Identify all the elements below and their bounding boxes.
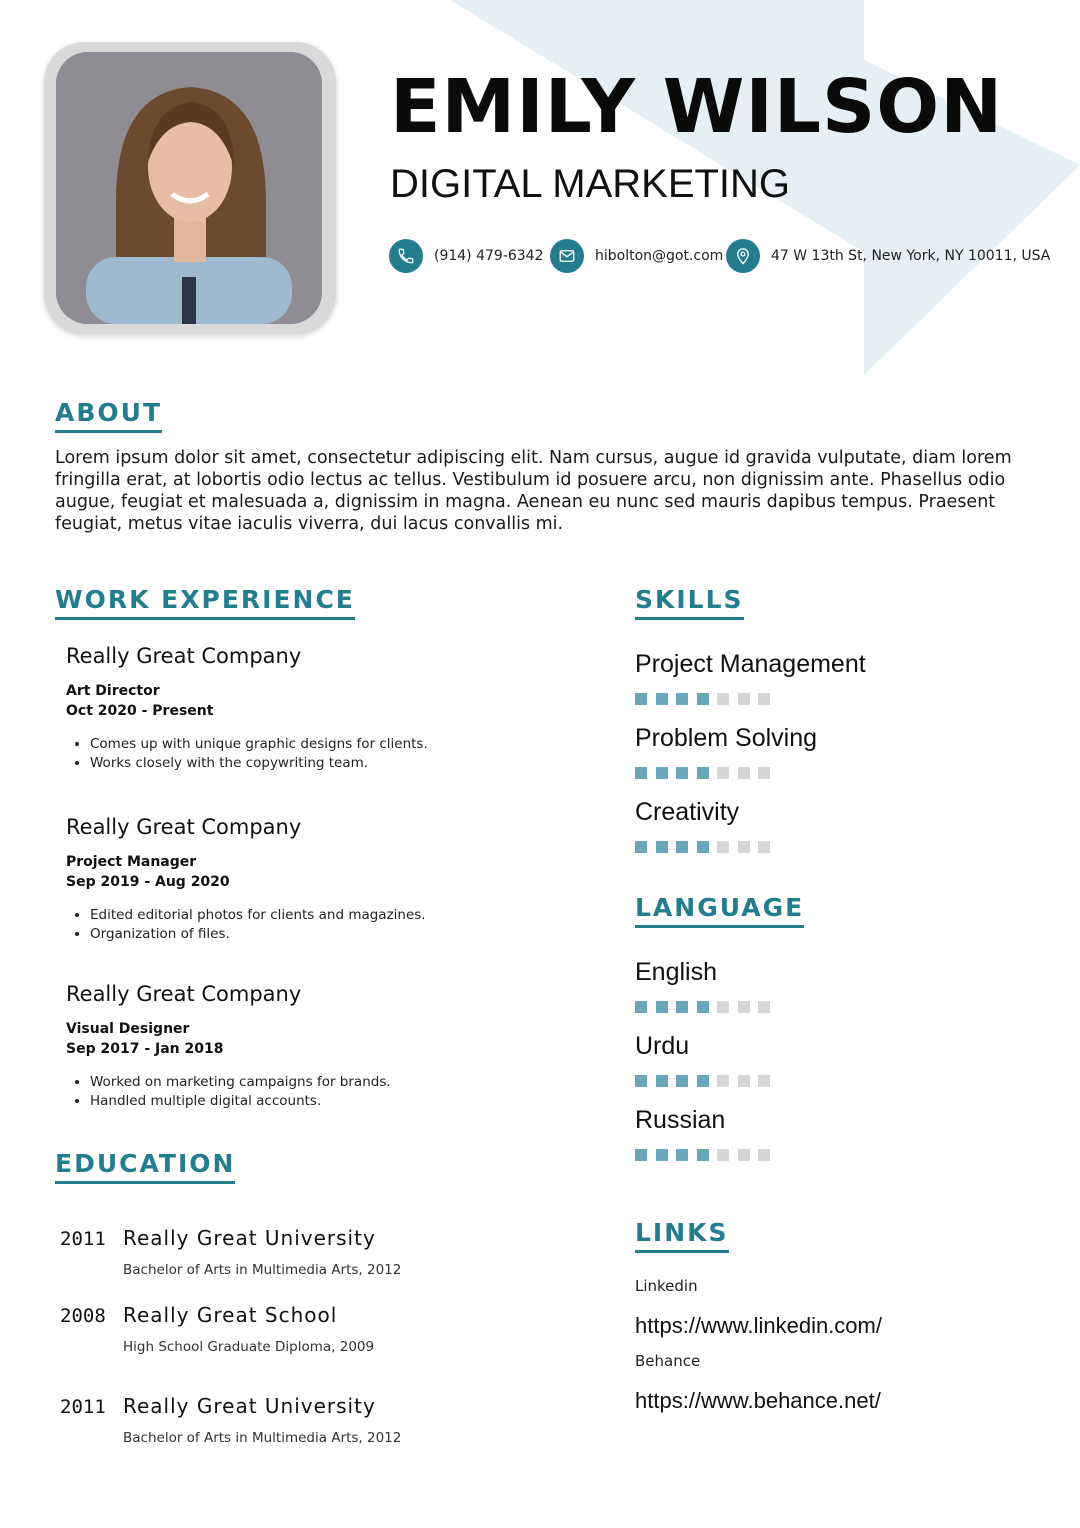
contact-phone[interactable]	[389, 238, 544, 274]
rating-dot-empty	[717, 841, 729, 853]
rating-dot-filled	[635, 767, 647, 779]
location-pin-icon	[726, 239, 760, 273]
skill-item	[635, 652, 1035, 705]
job-company: Really Great Company	[66, 815, 302, 839]
rating-dot-filled	[635, 1075, 647, 1087]
skill-rating	[635, 767, 1035, 779]
job-dates: Oct 2020 - Present	[66, 703, 214, 719]
rating-dot-empty	[758, 1075, 770, 1087]
rating-dot-filled	[676, 1149, 688, 1161]
education-school: Really Great School	[123, 1303, 338, 1327]
rating-dot-filled	[697, 1001, 709, 1013]
email-text: hibolton@got.com	[595, 248, 724, 264]
rating-dot-filled	[697, 1149, 709, 1161]
education-school: Really Great University	[123, 1226, 376, 1250]
contact-address[interactable]	[726, 238, 1050, 274]
language-item	[635, 1108, 1035, 1161]
job-company: Really Great Company	[66, 644, 302, 668]
skill-item	[635, 800, 1035, 853]
phone-icon	[389, 239, 423, 273]
job-title: Art Director	[66, 683, 160, 699]
rating-dot-filled	[676, 1075, 688, 1087]
rating-dot-filled	[635, 693, 647, 705]
job-bullets	[66, 735, 586, 773]
rating-dot-filled	[697, 693, 709, 705]
rating-dot-empty	[738, 767, 750, 779]
skill-name: Project Management	[635, 650, 866, 678]
skill-rating	[635, 841, 1035, 853]
education-degree: High School Graduate Diploma, 2009	[123, 1339, 375, 1355]
rating-dot-empty	[758, 693, 770, 705]
job-bullet: • Works closely with the copywriting team.	[90, 754, 586, 773]
rating-dot-empty	[738, 1075, 750, 1087]
language-heading: LANGUAGE	[635, 895, 804, 928]
link-url-linkedin[interactable]: https://www.linkedin.com/	[635, 1313, 882, 1338]
language-rating	[635, 1149, 1035, 1161]
skill-name: Creativity	[635, 798, 740, 826]
education-year: 2011	[60, 1396, 106, 1418]
rating-dot-empty	[758, 841, 770, 853]
rating-dot-filled	[656, 1001, 668, 1013]
rating-dot-filled	[676, 693, 688, 705]
education-year: 2008	[60, 1305, 106, 1327]
profile-photo	[56, 52, 322, 324]
rating-dot-filled	[656, 693, 668, 705]
language-item	[635, 1034, 1035, 1087]
rating-dot-filled	[697, 841, 709, 853]
rating-dot-filled	[676, 841, 688, 853]
rating-dot-filled	[656, 767, 668, 779]
email-icon	[550, 239, 584, 273]
rating-dot-filled	[676, 1001, 688, 1013]
rating-dot-empty	[717, 1149, 729, 1161]
language-item	[635, 960, 1035, 1013]
skills-heading: SKILLS	[635, 587, 744, 620]
rating-dot-filled	[635, 1001, 647, 1013]
job-entry	[66, 984, 586, 1111]
rating-dot-empty	[717, 693, 729, 705]
link-url-behance[interactable]: https://www.behance.net/	[635, 1388, 881, 1413]
job-dates: Sep 2019 - Aug 2020	[66, 874, 230, 890]
education-school: Really Great University	[123, 1394, 376, 1418]
language-rating	[635, 1001, 1035, 1013]
job-bullet: • Organization of files.	[90, 925, 586, 944]
job-title: Visual Designer	[66, 1021, 190, 1037]
rating-dot-filled	[635, 1149, 647, 1161]
rating-dot-empty	[758, 1149, 770, 1161]
job-bullet: • Comes up with unique graphic designs for clients.	[90, 735, 586, 754]
rating-dot-empty	[738, 1149, 750, 1161]
job-dates: Sep 2017 - Jan 2018	[66, 1041, 224, 1057]
about-text: Lorem ipsum dolor sit amet, consectetur adipiscing elit. Nam cursus, augue id gravida vulputate, diam lorem fringilla erat, at lobortis odio lectus ac tellus. Vestibulum id posuere arcu, non dignissim ante. Phasellus odio augue, feugiat et malesuada a, dignissim in magna. Aenean eu nunc sed mauris dapibus tempus. Praesent feugiat, metus vitae iaculis viverra, dui lacus convallis mi.	[55, 448, 1012, 534]
education-degree: Bachelor of Arts in Multimedia Arts, 2012	[123, 1430, 402, 1446]
phone-text: (914) 479-6342	[434, 248, 544, 264]
candidate-role: DIGITAL MARKETING	[390, 162, 791, 206]
language-rating	[635, 1075, 1035, 1087]
language-name: Russian	[635, 1106, 726, 1134]
rating-dot-empty	[758, 767, 770, 779]
profile-photo-frame	[44, 42, 336, 334]
skill-rating	[635, 693, 1035, 705]
link-label-behance: Behance	[635, 1352, 701, 1370]
job-bullets	[66, 1073, 586, 1111]
rating-dot-filled	[697, 767, 709, 779]
work-experience-heading: WORK EXPERIENCE	[55, 587, 355, 620]
education-degree: Bachelor of Arts in Multimedia Arts, 2012	[123, 1262, 402, 1278]
job-bullets	[66, 906, 586, 944]
rating-dot-empty	[717, 767, 729, 779]
rating-dot-empty	[738, 693, 750, 705]
rating-dot-filled	[635, 841, 647, 853]
job-company: Really Great Company	[66, 982, 302, 1006]
contact-email[interactable]	[550, 238, 723, 274]
rating-dot-filled	[656, 1149, 668, 1161]
rating-dot-empty	[738, 1001, 750, 1013]
job-entry	[66, 646, 586, 773]
rating-dot-empty	[758, 1001, 770, 1013]
candidate-name: EMILY WILSON	[390, 64, 1004, 150]
language-name: English	[635, 958, 717, 986]
job-title: Project Manager	[66, 854, 197, 870]
job-bullet: • Edited editorial photos for clients and magazines.	[90, 906, 586, 925]
rating-dot-empty	[738, 841, 750, 853]
rating-dot-filled	[656, 1075, 668, 1087]
skill-name: Problem Solving	[635, 724, 818, 752]
rating-dot-filled	[697, 1075, 709, 1087]
rating-dot-filled	[676, 767, 688, 779]
education-year: 2011	[60, 1228, 106, 1250]
rating-dot-empty	[717, 1075, 729, 1087]
skill-item	[635, 726, 1035, 779]
job-bullet: • Handled multiple digital accounts.	[90, 1092, 586, 1111]
rating-dot-empty	[717, 1001, 729, 1013]
about-heading: ABOUT	[55, 400, 162, 433]
address-text: 47 W 13th St, New York, NY 10011, USA	[771, 248, 1051, 264]
links-heading: LINKS	[635, 1220, 729, 1253]
job-bullet: • Worked on marketing campaigns for brands.	[90, 1073, 586, 1092]
education-heading: EDUCATION	[55, 1151, 235, 1184]
language-name: Urdu	[635, 1032, 690, 1060]
rating-dot-filled	[656, 841, 668, 853]
link-label-linkedin: Linkedin	[635, 1277, 698, 1295]
job-entry	[66, 817, 586, 944]
